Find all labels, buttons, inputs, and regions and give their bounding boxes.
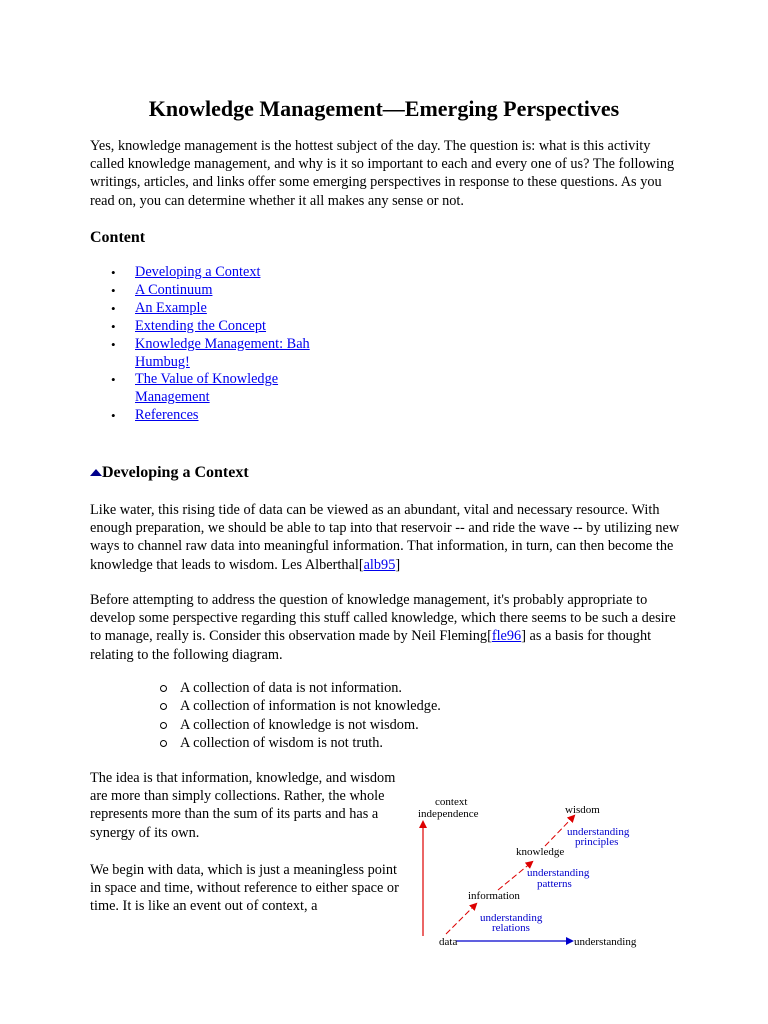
list-item [90,282,335,300]
transition-label: understanding [527,867,590,879]
toc-link-value[interactable]: The Value of Knowledge Management [135,371,279,406]
toc-link-references[interactable]: References [135,407,199,424]
reference-link-fle96[interactable]: fle96 [491,628,522,645]
intro-paragraph: Yes, knowledge management is the hottest subject of the day. The question is: what is this activity called knowledge management, and why is it so important to each and every one of us? The following writings, articles, and links offer some emerging perspectives in response to these questions. As you read on, you can determine whether it all makes any sense or not. [90,138,675,209]
page-title: Knowledge Management—Emerging Perspectives [148,96,620,121]
paragraph-data: We begin with data, which is just a meaningless point in space and time, without reference to either space or time. It is like an event out of context, a [90,862,399,915]
paragraph-alberthal-quote: Like water, this rising tide of data can be viewed as an abundant, vital and necessary resource. With enough preparation, we should be able to tap into that reservoir -- and ride the wave -- by utilizing new ways to channel raw data into meaningful information. That information, in turn, can then become the knowledge that leads to wisdom. Les Alberthal[alb95] [90,502,680,573]
arrow-data-to-information [446,904,476,934]
list-item [90,264,335,282]
content-heading: Content [90,229,146,246]
list-item: A collection of data is not information. [160,679,441,697]
section-heading-text: Developing a Context [102,464,249,481]
node-wisdom: wisdom [565,804,600,816]
transition-label: understanding [567,826,630,838]
list-item [90,318,335,336]
transition-label: understanding [480,912,543,924]
section-heading-developing-context [90,463,249,483]
node-information: information [468,890,520,902]
quote-text: Like water, this rising tide of data can be viewed as an abundant, vital and necessary resource. With enough preparation, we should be able to tap into that reservoir -- and ride the wave -- by utilizing new ways to channel raw data into meaningful information. That information, in turn, can then become the knowledge that leads to wisdom. Les Alberthal [90,502,680,573]
list-item: A collection of wisdom is not truth. [160,734,441,752]
paragraph-perspective: Before attempting to address the question of knowledge management, it's probably appropriate to develop some perspective regarding this stuff called knowledge, which there seems to be such a desire to manage, really is. Consider this observation made by Neil Fleming[fle96] as a basis for thought relating to the following diagram. [90,592,676,663]
node-data: data [439,936,458,948]
toc-link-bah-humbug[interactable]: Knowledge Management: Bah Humbug! [135,335,310,370]
toc-link-continuum[interactable]: A Continuum [135,281,213,298]
y-axis-label-2: independence [418,808,479,820]
back-to-top-icon[interactable] [90,464,102,481]
paragraph-text: Before attempting to address the question of knowledge management, it's probably appropriate to develop some perspective regarding this stuff called knowledge, which there seems to be such a desire to manage, really is. Consider this observation made by Neil Fleming [90,592,676,645]
dikw-diagram [408,790,648,955]
list-item [90,371,295,407]
table-of-contents [90,264,335,425]
observation-list [160,679,441,752]
node-knowledge: knowledge [516,846,565,858]
list-item: A collection of information is not knowledge. [160,697,441,715]
transition-label: principles [575,836,619,848]
list-item [90,336,325,372]
x-axis-label: understanding [574,936,637,948]
toc-link-extending-concept[interactable]: Extending the Concept [135,317,267,334]
paragraph-synergy: The idea is that information, knowledge, and wisdom are more than simply collections. Rather, the whole represents more than the sum of its parts and has a synergy of its own. [90,770,396,841]
list-item [90,407,335,425]
reference-link-alb95[interactable]: alb95 [363,556,396,573]
transition-label: relations [492,922,530,934]
toc-link-developing-context[interactable]: Developing a Context [135,264,261,280]
paragraph-text-end: as a basis for thought relating to the following diagram. [90,628,652,663]
transition-label: patterns [537,878,572,890]
list-item [90,300,335,318]
toc-link-example[interactable]: An Example [135,299,207,316]
list-item: A collection of knowledge is not wisdom. [160,716,441,734]
y-axis-label-1: context [435,796,468,808]
